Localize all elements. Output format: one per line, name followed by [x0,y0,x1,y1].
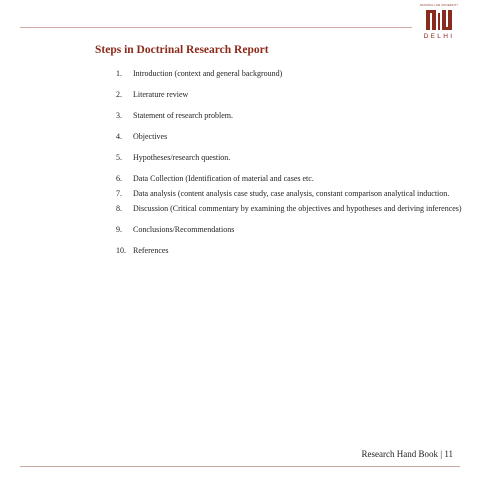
item-number: 7. [116,189,122,198]
list-item [116,173,466,184]
item-text: Introduction (context and general background) [133,69,283,78]
item-text: Discussion (Critical commentary by examining the objectives and hypotheses and deriving inferences) [133,204,462,213]
logo-tagline: NATIONAL LAW UNIVERSITY [419,4,459,7]
list-item [116,188,466,199]
header-rule [20,27,412,28]
item-text: Objectives [133,132,168,141]
item-number: 2. [116,90,122,99]
footer-rule [20,466,460,467]
list-item [116,110,466,121]
item-text: References [133,246,169,255]
list-item [116,68,466,79]
list-item [116,89,466,100]
item-text: Data Collection (Identification of material and cases etc. [133,174,314,183]
item-number: 3. [116,111,122,120]
list-item [116,245,466,256]
list-item [116,152,466,163]
page-title: Steps in Doctrinal Research Report [95,44,269,56]
steps-list [116,68,466,256]
item-number: 4. [116,132,122,141]
item-text: Conclusions/Recommendations [133,225,235,234]
item-text: Literature review [133,90,189,99]
university-logo [418,4,460,44]
item-number: 10. [116,246,126,255]
list-item [116,224,466,235]
page-footer: Research Hand Book | 11 [361,449,453,459]
item-number: 8. [116,204,122,213]
item-text: Statement of research problem. [133,111,233,120]
item-text: Data analysis (content analysis case study, case analysis, constant comparison analytical induction. [133,189,450,198]
list-item [116,131,466,142]
logo-city: DELHI [423,33,455,40]
nlu-emblem-icon [426,10,452,32]
item-text: Hypotheses/research question. [133,153,231,162]
item-number: 1. [116,69,122,78]
item-number: 5. [116,153,122,162]
item-number: 9. [116,225,122,234]
list-item [116,203,466,214]
item-number: 6. [116,174,122,183]
